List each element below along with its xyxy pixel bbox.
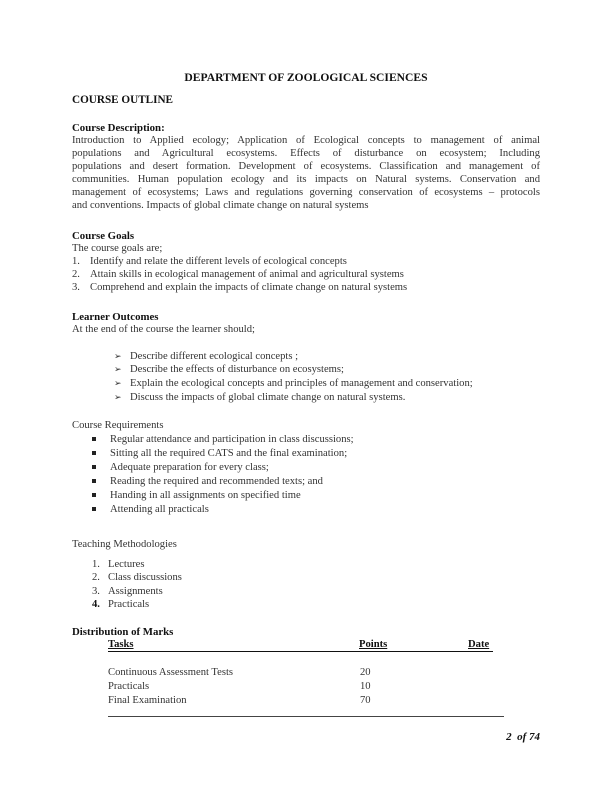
methodology-text: Lectures bbox=[108, 559, 145, 570]
requirement-item bbox=[92, 476, 323, 489]
arrow-bullet-icon: ➢ bbox=[114, 392, 122, 402]
goal-text: Attain skills in ecological management of animal and agricultural systems bbox=[90, 269, 404, 280]
methodology-item bbox=[92, 586, 163, 599]
square-bullet-icon bbox=[92, 451, 96, 455]
table-cell-task: Practicals bbox=[108, 681, 150, 692]
square-bullet-icon bbox=[92, 437, 96, 441]
goal-number: 1. bbox=[72, 256, 80, 267]
goal-item bbox=[72, 269, 404, 282]
outcome-item bbox=[114, 363, 344, 377]
course-outline-title: COURSE OUTLINE bbox=[72, 94, 174, 106]
table-cell-points: 20 bbox=[360, 667, 371, 678]
column-header-date: Date bbox=[468, 639, 490, 650]
goal-number: 3. bbox=[72, 282, 80, 293]
table-cell-task: Final Examination bbox=[108, 695, 187, 706]
goal-text: Identify and relate the different levels of ecological concepts bbox=[90, 256, 347, 267]
outcome-text: Discuss the impacts of global climate change on natural systems. bbox=[130, 392, 406, 403]
methodology-item bbox=[92, 572, 182, 585]
outcome-item bbox=[114, 391, 405, 405]
page-number: 2 of 74 bbox=[506, 731, 540, 743]
methodology-text: Assignments bbox=[108, 586, 163, 597]
square-bullet-icon bbox=[92, 507, 96, 511]
requirement-item bbox=[92, 490, 301, 503]
table-cell-task: Continuous Assessment Tests bbox=[108, 667, 234, 678]
requirement-text: Regular attendance and participation in class discussions; bbox=[110, 434, 354, 445]
requirement-text: Attending all practicals bbox=[110, 504, 209, 515]
methodology-text: Class discussions bbox=[108, 572, 182, 583]
course-requirements-heading: Course Requirements bbox=[72, 420, 164, 431]
requirement-text: Handing in all assignments on specified time bbox=[110, 490, 301, 501]
table-cell-points: 70 bbox=[360, 695, 371, 706]
column-header-tasks: Tasks bbox=[108, 639, 134, 650]
methodology-number: 2. bbox=[92, 572, 100, 583]
square-bullet-icon bbox=[92, 465, 96, 469]
course-description-line: Introduction to Applied ecology; Application of Ecological concepts to management of animal bbox=[72, 135, 540, 146]
requirement-item bbox=[92, 462, 269, 475]
arrow-bullet-icon: ➢ bbox=[114, 364, 122, 374]
learner-outcomes-intro: At the end of the course the learner should; bbox=[72, 324, 255, 335]
methodology-item bbox=[92, 599, 149, 612]
course-description-line: management of ecosystems; Laws and regulations governing conservation of ecosystems – protocols bbox=[72, 187, 540, 198]
outcome-text: Describe the effects of disturbance on ecosystems; bbox=[130, 364, 344, 375]
methodology-number: 1. bbox=[92, 559, 100, 570]
requirement-item bbox=[92, 434, 354, 447]
requirement-item bbox=[92, 448, 347, 461]
outcome-item bbox=[114, 377, 473, 391]
goal-text: Comprehend and explain the impacts of climate change on natural systems bbox=[90, 282, 408, 293]
learner-outcomes-heading: Learner Outcomes bbox=[72, 311, 159, 323]
methodology-text: Practicals bbox=[108, 599, 150, 610]
methodology-number: 3. bbox=[92, 586, 100, 597]
methodology-item bbox=[92, 559, 144, 572]
outcome-item bbox=[114, 350, 298, 364]
requirement-text: Adequate preparation for every class; bbox=[110, 462, 269, 473]
arrow-bullet-icon: ➢ bbox=[114, 351, 122, 361]
course-description-line: and conventions. Impacts of global climate change on natural systems bbox=[72, 200, 369, 211]
column-header-points: Points bbox=[359, 639, 388, 650]
arrow-bullet-icon: ➢ bbox=[114, 378, 122, 388]
teaching-methodologies-heading: Teaching Methodologies bbox=[72, 539, 177, 550]
department-title: DEPARTMENT OF ZOOLOGICAL SCIENCES bbox=[184, 71, 428, 84]
goal-number: 2. bbox=[72, 269, 80, 280]
course-description-line: communities. Human population ecology and its impacts on Natural systems. Conservation and bbox=[72, 174, 540, 185]
square-bullet-icon bbox=[92, 479, 96, 483]
course-goals-heading: Course Goals bbox=[72, 230, 135, 242]
requirement-text: Reading the required and recommended texts; and bbox=[110, 476, 323, 487]
footer-rule bbox=[108, 716, 504, 717]
requirement-text: Sitting all the required CATS and the final examination; bbox=[110, 448, 348, 459]
methodology-number: 4. bbox=[92, 599, 100, 610]
course-goals-intro: The course goals are; bbox=[72, 243, 163, 254]
outcome-text: Explain the ecological concepts and principles of management and conservation; bbox=[130, 378, 473, 389]
distribution-of-marks-heading: Distribution of Marks bbox=[72, 626, 174, 638]
course-description-line: populations and Agricultural ecosystems. Effects of disturbance on ecosystem; Including bbox=[72, 148, 540, 159]
outcome-text: Describe different ecological concepts ; bbox=[130, 351, 299, 362]
table-header-rule bbox=[108, 651, 493, 652]
requirement-item bbox=[92, 504, 209, 517]
table-cell-points: 10 bbox=[360, 681, 371, 692]
course-description-heading: Course Description: bbox=[72, 122, 165, 134]
goal-item bbox=[72, 282, 407, 295]
square-bullet-icon bbox=[92, 493, 96, 497]
goal-item bbox=[72, 256, 347, 269]
course-description-line: populations and desert formation. Development of ecosystems. Classification and management of bbox=[72, 161, 540, 172]
